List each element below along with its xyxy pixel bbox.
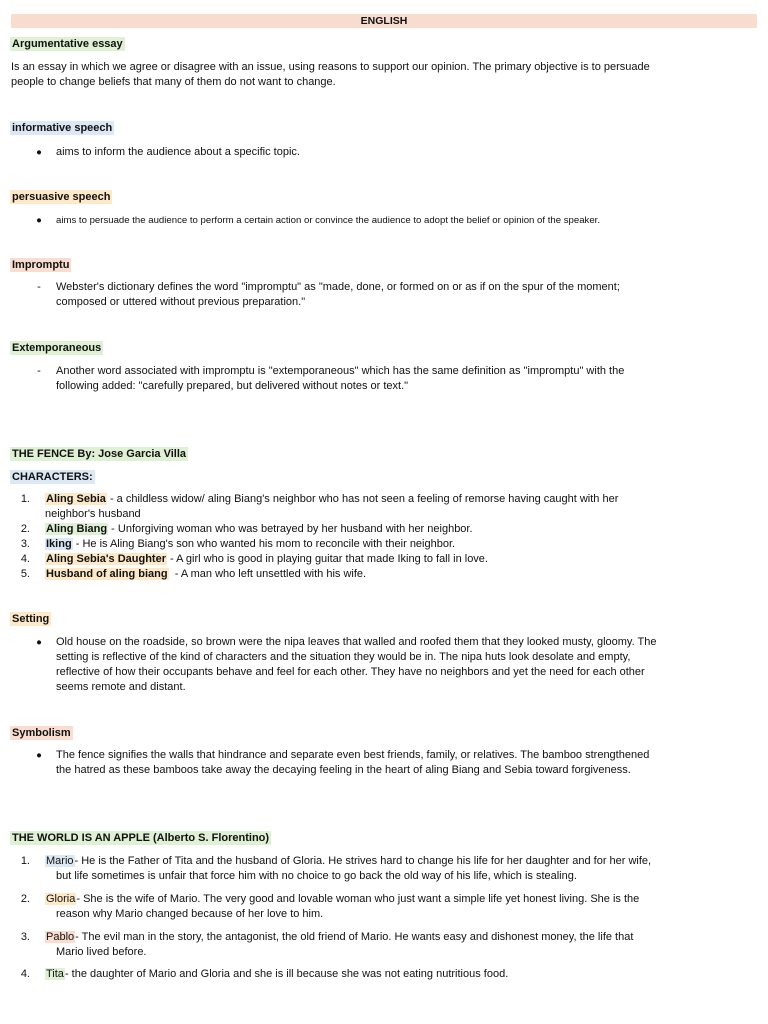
character-description: - The evil man in the story, the antagonist, the old friend of Mario. He wants easy and dishonest money, the life that <box>75 931 634 943</box>
persuasive-speech-heading: persuasive speech <box>12 191 111 203</box>
character-description: - A man who left unsettled with his wife. <box>168 568 367 580</box>
argumentative-essay-heading: Argumentative essay <box>12 38 123 50</box>
dash-icon: - <box>37 281 41 293</box>
list-number: 5. <box>20 568 30 580</box>
setting-line-2: setting is reflective of the kind of characters and the situation they would be in. The nipa huts look desolate and empty, <box>56 651 631 663</box>
list-number: 2. <box>20 893 30 905</box>
character-description-continued: reason why Mario changed because of her love to him. <box>56 908 324 920</box>
setting-line-4: seems remote and distant. <box>56 681 186 693</box>
list-number: 2. <box>20 523 30 535</box>
bullet-icon: ● <box>36 750 42 761</box>
character-description: - She is the wife of Mario. The very good and lovable woman who just want a simple life yet honest living. She is the <box>76 893 640 905</box>
bullet-icon: ● <box>36 637 42 648</box>
character-description: - A girl who is good in playing guitar that made Iking to fall in love. <box>166 553 488 565</box>
character-description: - Unforgiving woman who was betrayed by her husband with her neighbor. <box>108 523 473 535</box>
list-number: 4. <box>20 968 30 980</box>
impromptu-line-1: Webster's dictionary defines the word "impromptu" as "made, done, or formed on or as if on the spur of the moment; <box>56 281 620 293</box>
characters-label: CHARACTERS: <box>12 471 93 483</box>
character-name: Pablo <box>46 931 75 943</box>
character-name: Gloria <box>46 893 76 905</box>
persuasive-speech-text: aims to persuade the audience to perform a certain action or convince the audience to adopt the belief or opinion of the speaker. <box>56 215 600 226</box>
bullet-icon: ● <box>36 147 42 158</box>
argumentative-essay-line-1: Is an essay in which we agree or disagree with an issue, using reasons to support our opinion. The primary objective is to persuade <box>11 61 650 73</box>
dash-icon: - <box>37 365 41 377</box>
the-fence-title: THE FENCE By: Jose Garcia Villa <box>12 448 187 460</box>
character-name: Tita <box>46 968 64 980</box>
document-title: ENGLISH <box>11 14 757 28</box>
character-description: - the daughter of Mario and Gloria and she is ill because she was not eating nutritious food. <box>64 968 509 980</box>
character-name: Husband of aling biang <box>46 568 168 580</box>
setting-line-3: reflective of how their occupants behave and feel for each other. They have no neighbors and yet the need for each other <box>56 666 645 678</box>
character-name: Iking <box>46 538 72 550</box>
list-number: 3. <box>20 931 30 943</box>
character-name: Aling Sebia <box>46 493 106 505</box>
character-description: - He is Aling Biang's son who wanted his mom to reconcile with their neighbor. <box>72 538 456 550</box>
character-name: Aling Sebia's Daughter <box>46 553 166 565</box>
character-name: Mario <box>46 855 74 867</box>
list-number: 3. <box>20 538 30 550</box>
symbolism-heading: Symbolism <box>12 727 71 739</box>
symbolism-line-2: the hatred as these bamboos take away the decaying feeling in the heart of aling Biang and Sebia toward forgiveness. <box>56 764 631 776</box>
setting-heading: Setting <box>12 613 50 625</box>
impromptu-line-2: composed or uttered without previous preparation." <box>56 296 306 308</box>
extemporaneous-line-1: Another word associated with impromptu is "extemporaneous" which has the same definition as "impromptu" with the <box>56 365 625 377</box>
character-description-continued: but life sometimes is unfair that force him with no choice to go back the old way of his life, which is stealing. <box>56 870 577 882</box>
argumentative-essay-line-2: people to change beliefs that many of them do not want to change. <box>11 76 336 88</box>
character-description-continued: Mario lived before. <box>56 946 147 958</box>
extemporaneous-line-2: following added: "carefully prepared, but delivered without notes or text." <box>56 380 409 392</box>
list-number: 1. <box>20 493 30 505</box>
character-description: - He is the Father of Tita and the husband of Gloria. He strives hard to change his life for her daughter and for her wife, <box>74 855 652 867</box>
character-description: - a childless widow/ aling Biang's neighbor who has not seen a feeling of remorse having caught with her <box>106 493 619 505</box>
informative-speech-text: aims to inform the audience about a specific topic. <box>56 146 300 158</box>
list-number: 1. <box>20 855 30 867</box>
extemporaneous-heading: Extemporaneous <box>12 342 102 354</box>
character-name: Aling Biang <box>46 523 108 535</box>
character-description-continued: neighbor's husband <box>45 508 141 520</box>
setting-line-1: Old house on the roadside, so brown were the nipa leaves that walled and roofed them that they looked musty, gloomy. The <box>56 636 657 648</box>
symbolism-line-1: The fence signifies the walls that hindrance and separate even best friends, family, or relatives. The bamboo strengthened <box>56 749 650 761</box>
informative-speech-heading: informative speech <box>12 122 113 134</box>
list-number: 4. <box>20 553 30 565</box>
impromptu-heading: Impromptu <box>12 259 70 271</box>
world-is-an-apple-title: THE WORLD IS AN APPLE (Alberto S. Florentino) <box>12 832 270 844</box>
bullet-icon: ● <box>36 215 42 226</box>
